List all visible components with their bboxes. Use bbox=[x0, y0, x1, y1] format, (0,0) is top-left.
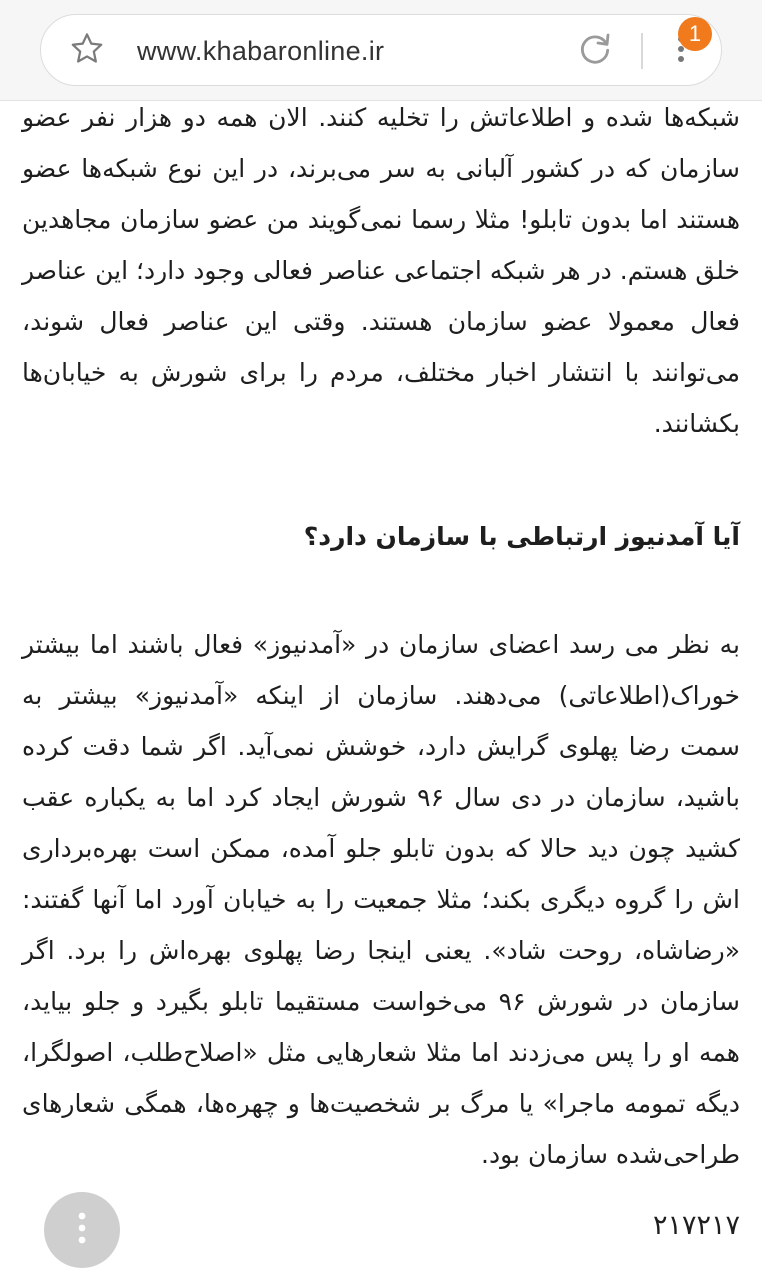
toolbar-divider bbox=[641, 33, 643, 69]
article-paragraph: به نظر می رسد اعضای سازمان در «آمدنیوز» فعال باشند اما بیشتر خوراک(اطلاعاتی) می‌دهند. سازمان از اینکه «آمدنیوز» بیشتر به سمت رضا پهلوی گرایش دارد، خوشش نمی‌آید. اگر شما دقت کرده باشید، سازمان در دی سال ۹۶ شورش ایجاد کرد اما به یکباره عقب کشید چون دید حالا که بدون تابلو جلو آمده، ممکن است بهره‌برداری اش را گروه دیگری بکند؛ مثلا جمعیت را به خیابان آورد اما آنها گفتند: «رضاشاه، روحت شاد». یعنی اینجا رضا پهلوی بهره‌اش را برد. اگر سازمان در شورش ۹۶ می‌خواست مستقیما تابلو بگیرد و جلو بیاید، همه او را پس می‌زدند اما مثلا شعارهایی مثل «اصلاح‌طلب، اصولگرا، دیگه تمومه ماجرا» یا مرگ بر شخصیت‌ها و چهره‌ها، همگی شعارهای طراحی‌شده سازمان بود. bbox=[22, 630, 740, 1169]
reload-button[interactable] bbox=[571, 27, 619, 75]
address-bar[interactable] bbox=[40, 14, 722, 86]
section-heading: آیا آمدنیوز ارتباطی با سازمان دارد؟ bbox=[303, 522, 740, 551]
url-text[interactable]: www.khabaronline.ir bbox=[137, 36, 385, 66]
article-code: ۲۱۷۲۱۷ bbox=[652, 1210, 740, 1241]
bookmark-button[interactable] bbox=[63, 27, 111, 75]
star-outline-icon bbox=[68, 30, 106, 72]
floating-menu-button[interactable] bbox=[44, 1192, 120, 1268]
browser-toolbar bbox=[0, 0, 762, 101]
article-body bbox=[22, 100, 740, 1180]
article-paragraph: شبکه‌ها شده و اطلاعاتش را تخلیه کنند. الان همه دو هزار نفر عضو سازمان که در کشور آلبانی به سر می‌برند، در این نوع شبکه‌ها عضو هستند اما بدون تابلو! مثلا رسما نمی‌گویند من عضو سازمان مجاهدین خلق هستم. در هر شبکه اجتماعی عناصر فعالی وجود دارد؛ این عناصر فعال معمولا عضو سازمان هستند. وقتی این عناصر فعال شوند، می‌توانند با انتشار اخبار مختلف، مردم را برای شورش به خیابان‌ها بکشانند. bbox=[22, 103, 740, 438]
reload-icon bbox=[575, 29, 615, 73]
notification-badge[interactable]: 1 bbox=[678, 17, 712, 51]
more-vertical-icon bbox=[76, 1208, 88, 1252]
